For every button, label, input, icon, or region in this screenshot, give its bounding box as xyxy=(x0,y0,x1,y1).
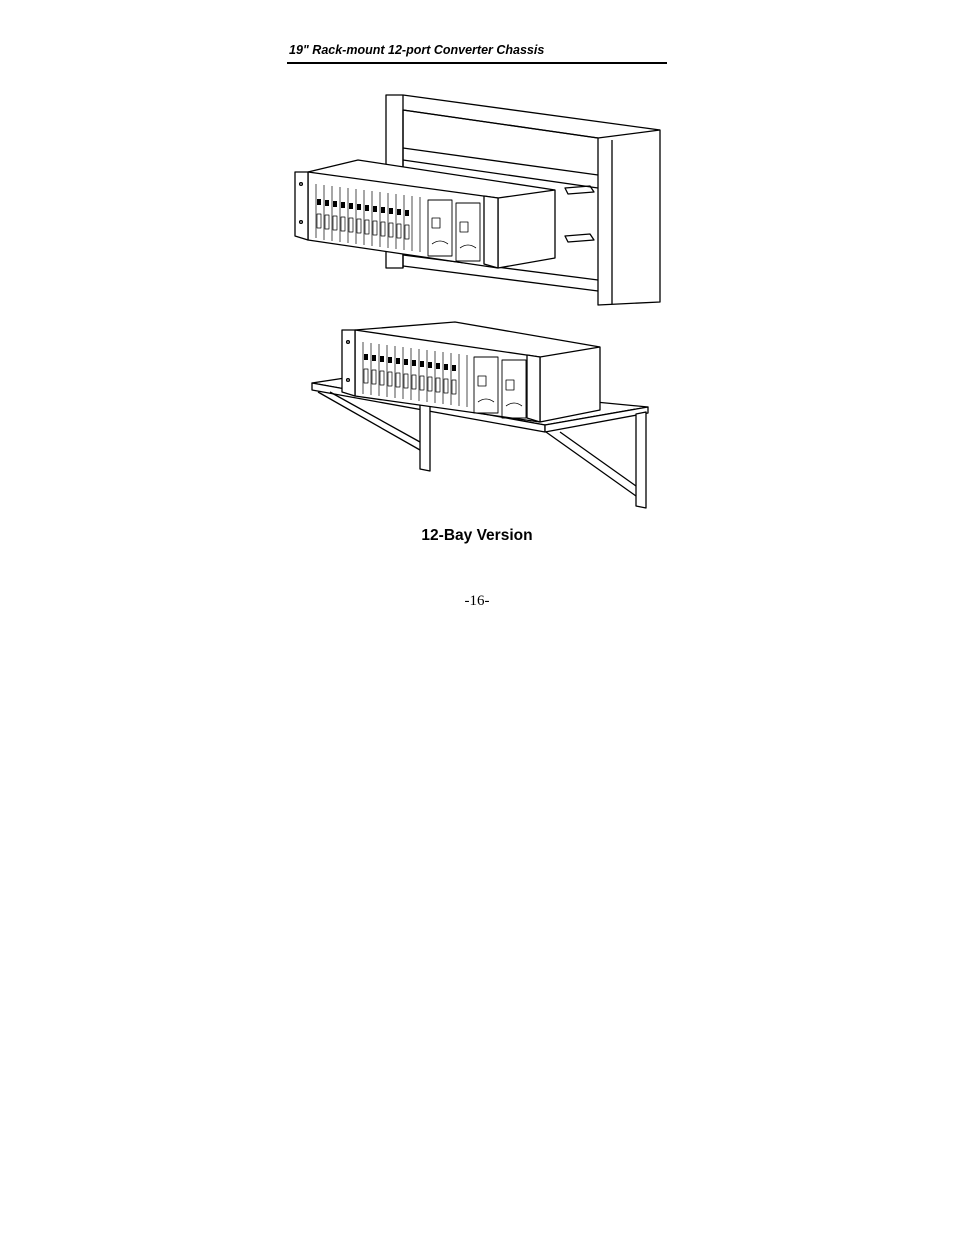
chassis-mounting-illustration xyxy=(280,85,680,515)
wall-rack-illustration xyxy=(295,95,660,305)
header-title: 19" Rack-mount 12-port Converter Chassis xyxy=(289,43,545,57)
shelf-illustration xyxy=(312,322,648,508)
page-number: -16- xyxy=(464,593,490,609)
page-header xyxy=(287,42,667,64)
figure-caption: 12-Bay Version xyxy=(421,527,533,544)
